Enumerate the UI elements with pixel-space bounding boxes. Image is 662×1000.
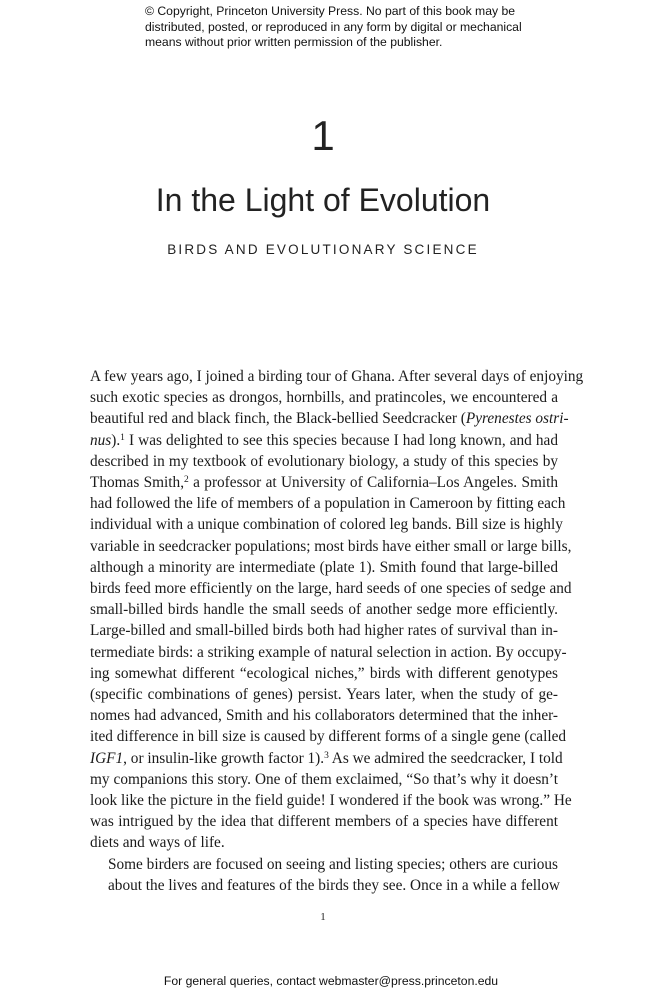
footnote-ref[interactable]: 3 [324, 750, 329, 761]
paragraph [90, 854, 558, 896]
text-line [90, 430, 558, 451]
text-line: diets and ways of life. [90, 834, 225, 852]
text-line [90, 472, 558, 493]
text-line: although a minority are intermediate (plate 1). Smith found that large-billed [90, 558, 558, 576]
footnote-ref[interactable]: 2 [184, 475, 189, 486]
copyright-notice [145, 4, 565, 51]
text-line: had followed the life of members of a population in Cameroon by fitting each [90, 495, 566, 513]
copyright-line: means without prior written permission of the publisher. [145, 35, 443, 49]
text-line: look like the picture in the field guide! I wondered if the book was wrong.” He [90, 792, 572, 810]
chapter-title: In the Light of Evolution [155, 182, 491, 218]
text-run: As we admired the seedcracker, I told [328, 749, 563, 767]
footer-contact: For general queries, contact webmaster@press.princeton.edu [163, 974, 499, 988]
chapter-body [90, 366, 584, 896]
text-line: ited difference in bill size is caused by different forms of a single gene (called [90, 728, 567, 746]
text-run: I was delighted to see this species because I had long known, and had [124, 431, 558, 449]
text-run: Thomas Smith, [90, 474, 185, 492]
text-line: described in my textbook of evolutionary biology, a study of this species by [90, 452, 558, 470]
text-line: birds feed more efficiently on the large, hard seeds of one species of sedge and [90, 580, 572, 598]
text-line: (specific combinations of genes) persist. Years later, when the study of ge- [90, 686, 558, 704]
text-line: A few years ago, I joined a birding tour of Ghana. After several days of enjoying [90, 368, 584, 385]
text-line: nomes had advanced, Smith and his collaborators determined that the inher- [90, 707, 558, 725]
text-line: individual with a unique combination of colored leg bands. Bill size is highly [90, 516, 563, 534]
paragraph [90, 366, 584, 854]
text-line: about the lives and features of the birds they see. Once in a while a fellow [108, 876, 560, 894]
text-line: small-billed birds handle the small seeds of another sedge more efficiently. [90, 601, 558, 619]
text-line: variable in seedcracker populations; most birds have either small or large bills, [90, 537, 572, 555]
species-name-italic: Pyrenestes ostri- [465, 410, 569, 428]
text-line [90, 408, 569, 429]
text-line: termediate birds: a striking example of natural selection in action. By occupy- [90, 643, 567, 661]
page-number: 1 [320, 911, 326, 923]
text-line: my companions this story. One of them exclaimed, “So that’s why it doesn’t [90, 770, 558, 788]
copyright-line: distributed, posted, or reproduced in any form by digital or mechanical [145, 19, 522, 34]
text-line [90, 748, 563, 769]
chapter-number: 1 [311, 112, 335, 159]
text-run: a professor at University of California–Los Angeles. Smith [188, 474, 559, 492]
chapter-subtitle: BIRDS AND EVOLUTIONARY SCIENCE [167, 242, 479, 257]
text-run: , or insulin-like growth factor 1). [123, 749, 325, 767]
text-line: was intrigued by the idea that different members of a species have different [90, 813, 558, 831]
text-line: Large-billed and small-billed birds both had higher rates of survival than in- [90, 622, 558, 640]
footnote-ref[interactable]: 1 [120, 432, 125, 443]
text-line: Some birders are focused on seeing and listing species; others are curious [108, 855, 558, 873]
gene-name-italic: IGF1 [90, 749, 124, 767]
text-line: ing somewhat different “ecological niches,” birds with different genotypes [90, 664, 558, 682]
copyright-line: © Copyright, Princeton University Press. No part of this book may be [145, 4, 516, 18]
text-run: beautiful red and black finch, the Black-bellied Seedcracker ( [90, 410, 466, 428]
species-name-italic: nus [90, 431, 112, 449]
text-line: such exotic species as drongos, hornbills, and pratincoles, we encountered a [90, 389, 558, 407]
text-run: ). [111, 431, 121, 449]
